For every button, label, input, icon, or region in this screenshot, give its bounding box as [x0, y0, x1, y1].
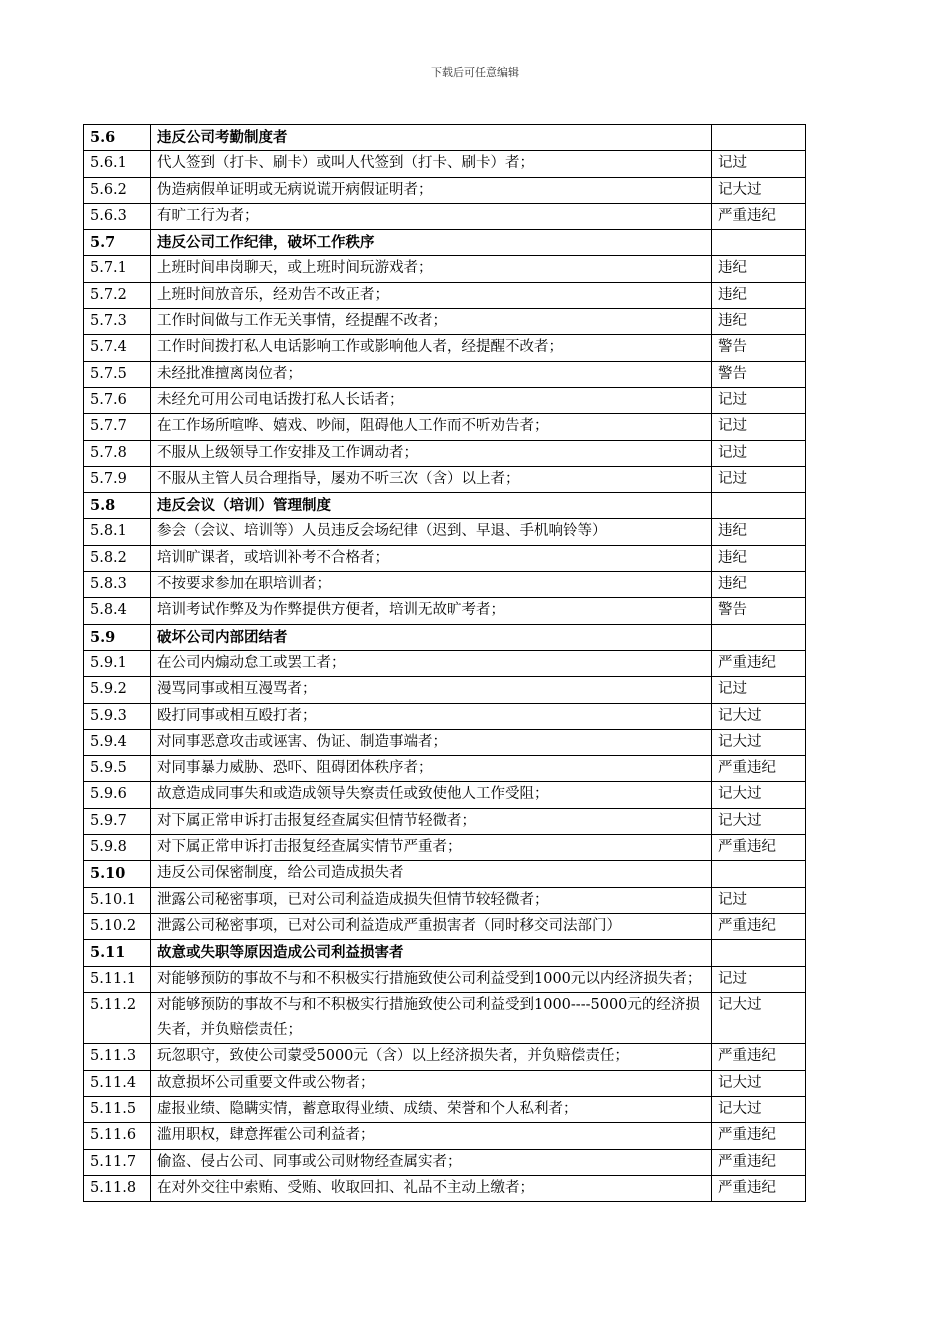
clause-number: 5.10.2 [84, 913, 151, 939]
section-row [84, 940, 806, 966]
penalty-level [712, 624, 806, 650]
clause-description: 上班时间放音乐，经劝告不改正者； [151, 282, 712, 308]
penalty-level: 违纪 [712, 519, 806, 545]
penalty-level: 记过 [712, 966, 806, 992]
clause-description: 在公司内煽动怠工或罢工者； [151, 650, 712, 676]
table-row [84, 1044, 806, 1070]
clause-number: 5.11 [84, 940, 151, 966]
clause-description: 伪造病假单证明或无病说谎开病假证明者； [151, 177, 712, 203]
penalty-level: 记过 [712, 887, 806, 913]
clause-number: 5.7.5 [84, 361, 151, 387]
clause-number: 5.8.4 [84, 598, 151, 624]
penalty-level [712, 861, 806, 887]
table-row [84, 677, 806, 703]
clause-number: 5.9 [84, 624, 151, 650]
table-row [84, 519, 806, 545]
table-row [84, 1149, 806, 1175]
section-row [84, 125, 806, 151]
penalty-level: 记过 [712, 466, 806, 492]
penalty-level [712, 940, 806, 966]
clause-description: 对下属正常申诉打击报复经查属实但情节轻微者； [151, 808, 712, 834]
clause-number: 5.9.4 [84, 729, 151, 755]
clause-description: 违反公司保密制度，给公司造成损失者 [151, 861, 712, 887]
penalty-level: 违纪 [712, 256, 806, 282]
table-row [84, 1096, 806, 1122]
clause-number: 5.7.3 [84, 309, 151, 335]
table-body [84, 125, 806, 1202]
penalty-level: 违纪 [712, 545, 806, 571]
table-row [84, 650, 806, 676]
clause-number: 5.9.6 [84, 782, 151, 808]
table-row [84, 335, 806, 361]
clause-number: 5.8.1 [84, 519, 151, 545]
penalty-level: 严重违纪 [712, 1044, 806, 1070]
clause-number: 5.6 [84, 125, 151, 151]
table-row [84, 808, 806, 834]
clause-description: 对同事暴力威胁、恐吓、阻碍团体秩序者； [151, 756, 712, 782]
penalty-level: 严重违纪 [712, 203, 806, 229]
clause-number: 5.7 [84, 230, 151, 256]
clause-description: 参会（会议、培训等）人员违反会场纪律（迟到、早退、手机响铃等） [151, 519, 712, 545]
page-header: 下载后可任意编辑 [431, 66, 519, 79]
clause-description: 故意造成同事失和或造成领导失察责任或致使他人工作受阻； [151, 782, 712, 808]
penalty-level: 记大过 [712, 1096, 806, 1122]
table-row [84, 729, 806, 755]
clause-description: 虚报业绩、隐瞒实情，蓄意取得业绩、成绩、荣誉和个人私利者； [151, 1096, 712, 1122]
penalty-level [712, 230, 806, 256]
table-row [84, 203, 806, 229]
penalty-level: 严重违纪 [712, 835, 806, 861]
clause-description: 对能够预防的事故不与和不积极实行措施致使公司利益受到1000元以内经济损失者； [151, 966, 712, 992]
clause-number: 5.9.1 [84, 650, 151, 676]
penalty-level: 严重违纪 [712, 756, 806, 782]
clause-description: 在对外交往中索贿、受贿、收取回扣、礼品不主动上缴者； [151, 1175, 712, 1201]
clause-description: 对下属正常申诉打击报复经查属实情节严重者； [151, 835, 712, 861]
table-row [84, 256, 806, 282]
clause-description: 在工作场所喧哗、嬉戏、吵闹，阻碍他人工作而不听劝告者； [151, 414, 712, 440]
clause-description: 代人签到（打卡、刷卡）或叫人代签到（打卡、刷卡）者； [151, 151, 712, 177]
table-row [84, 835, 806, 861]
clause-number: 5.10.1 [84, 887, 151, 913]
clause-number: 5.7.7 [84, 414, 151, 440]
penalty-level: 记过 [712, 677, 806, 703]
clause-number: 5.7.1 [84, 256, 151, 282]
penalty-level: 记大过 [712, 808, 806, 834]
clause-description: 工作时间拨打私人电话影响工作或影响他人者，经提醒不改者； [151, 335, 712, 361]
clause-number: 5.6.2 [84, 177, 151, 203]
clause-number: 5.6.3 [84, 203, 151, 229]
clause-number: 5.8.2 [84, 545, 151, 571]
clause-number: 5.7.8 [84, 440, 151, 466]
table-row [84, 361, 806, 387]
table-row [84, 282, 806, 308]
table-row [84, 913, 806, 939]
clause-number: 5.9.5 [84, 756, 151, 782]
penalty-level: 记过 [712, 440, 806, 466]
penalty-level: 记过 [712, 387, 806, 413]
penalty-level: 记大过 [712, 177, 806, 203]
penalty-level: 记大过 [712, 782, 806, 808]
clause-number: 5.11.3 [84, 1044, 151, 1070]
clause-description: 违反公司考勤制度者 [151, 125, 712, 151]
clause-description: 培训考试作弊及为作弊提供方便者，培训无故旷考者； [151, 598, 712, 624]
clause-description: 工作时间做与工作无关事情，经提醒不改者； [151, 309, 712, 335]
clause-description: 不按要求参加在职培训者； [151, 572, 712, 598]
penalty-level: 违纪 [712, 572, 806, 598]
clause-description: 殴打同事或相互殴打者； [151, 703, 712, 729]
clause-description: 违反公司工作纪律，破坏工作秩序 [151, 230, 712, 256]
section-row [84, 230, 806, 256]
penalty-level: 记过 [712, 414, 806, 440]
clause-number: 5.8 [84, 493, 151, 519]
clause-number: 5.11.7 [84, 1149, 151, 1175]
clause-description: 泄露公司秘密事项，已对公司利益造成损失但情节较轻微者； [151, 887, 712, 913]
clause-description: 漫骂同事或相互漫骂者； [151, 677, 712, 703]
table-row [84, 1123, 806, 1149]
clause-number: 5.9.3 [84, 703, 151, 729]
table-row [84, 309, 806, 335]
discipline-table [83, 124, 806, 1202]
clause-number: 5.8.3 [84, 572, 151, 598]
clause-description: 上班时间串岗聊天，或上班时间玩游戏者； [151, 256, 712, 282]
clause-description: 未经允可用公司电话拨打私人长话者； [151, 387, 712, 413]
penalty-level: 记大过 [712, 703, 806, 729]
clause-description: 玩忽职守，致使公司蒙受5000元（含）以上经济损失者，并负赔偿责任； [151, 1044, 712, 1070]
table-row [84, 466, 806, 492]
penalty-level: 记过 [712, 151, 806, 177]
table-row [84, 572, 806, 598]
clause-number: 5.11.5 [84, 1096, 151, 1122]
clause-description: 泄露公司秘密事项，已对公司利益造成严重损害者（同时移交司法部门） [151, 913, 712, 939]
penalty-level: 严重违纪 [712, 1175, 806, 1201]
clause-number: 5.10 [84, 861, 151, 887]
penalty-level: 违纪 [712, 309, 806, 335]
clause-description: 不服从上级领导工作安排及工作调动者； [151, 440, 712, 466]
table-row [84, 177, 806, 203]
clause-description: 有旷工行为者； [151, 203, 712, 229]
table-row [84, 414, 806, 440]
clause-number: 5.7.9 [84, 466, 151, 492]
clause-description: 故意或失职等原因造成公司利益损害者 [151, 940, 712, 966]
clause-description: 破坏公司内部团结者 [151, 624, 712, 650]
section-row [84, 624, 806, 650]
table-row [84, 782, 806, 808]
table-row [84, 887, 806, 913]
penalty-level: 严重违纪 [712, 650, 806, 676]
table-row [84, 992, 806, 1044]
penalty-level: 警告 [712, 361, 806, 387]
penalty-level: 严重违纪 [712, 1149, 806, 1175]
clause-number: 5.9.2 [84, 677, 151, 703]
penalty-level [712, 493, 806, 519]
clause-number: 5.7.6 [84, 387, 151, 413]
clause-description: 对同事恶意攻击或诬害、伪证、制造事端者； [151, 729, 712, 755]
clause-number: 5.11.1 [84, 966, 151, 992]
table-row [84, 151, 806, 177]
clause-number: 5.6.1 [84, 151, 151, 177]
clause-description: 违反会议（培训）管理制度 [151, 493, 712, 519]
table-row [84, 756, 806, 782]
clause-description: 培训旷课者，或培训补考不合格者； [151, 545, 712, 571]
clause-number: 5.7.2 [84, 282, 151, 308]
clause-number: 5.11.4 [84, 1070, 151, 1096]
clause-description: 未经批准擅离岗位者； [151, 361, 712, 387]
clause-description: 对能够预防的事故不与和不积极实行措施致使公司利益受到1000----5000元的经济损失者，并负赔偿责任； [151, 992, 712, 1044]
table-row [84, 440, 806, 466]
penalty-level: 记大过 [712, 1070, 806, 1096]
penalty-level: 违纪 [712, 282, 806, 308]
penalty-level [712, 125, 806, 151]
penalty-level: 警告 [712, 598, 806, 624]
clause-description: 故意损坏公司重要文件或公物者； [151, 1070, 712, 1096]
clause-number: 5.11.6 [84, 1123, 151, 1149]
table-row [84, 1175, 806, 1201]
table-row [84, 387, 806, 413]
penalty-level: 警告 [712, 335, 806, 361]
penalty-level: 记大过 [712, 729, 806, 755]
table-row [84, 966, 806, 992]
table-row [84, 1070, 806, 1096]
clause-description: 偷盗、侵占公司、同事或公司财物经查属实者； [151, 1149, 712, 1175]
clause-description: 不服从主管人员合理指导，屡劝不听三次（含）以上者； [151, 466, 712, 492]
penalty-level: 严重违纪 [712, 1123, 806, 1149]
penalty-level: 记大过 [712, 992, 806, 1044]
clause-number: 5.7.4 [84, 335, 151, 361]
section-row [84, 493, 806, 519]
table-row [84, 703, 806, 729]
clause-number: 5.9.8 [84, 835, 151, 861]
section-row [84, 861, 806, 887]
clause-number: 5.9.7 [84, 808, 151, 834]
clause-number: 5.11.2 [84, 992, 151, 1044]
clause-number: 5.11.8 [84, 1175, 151, 1201]
clause-description: 滥用职权，肆意挥霍公司利益者； [151, 1123, 712, 1149]
table-row [84, 598, 806, 624]
penalty-level: 严重违纪 [712, 913, 806, 939]
table-row [84, 545, 806, 571]
